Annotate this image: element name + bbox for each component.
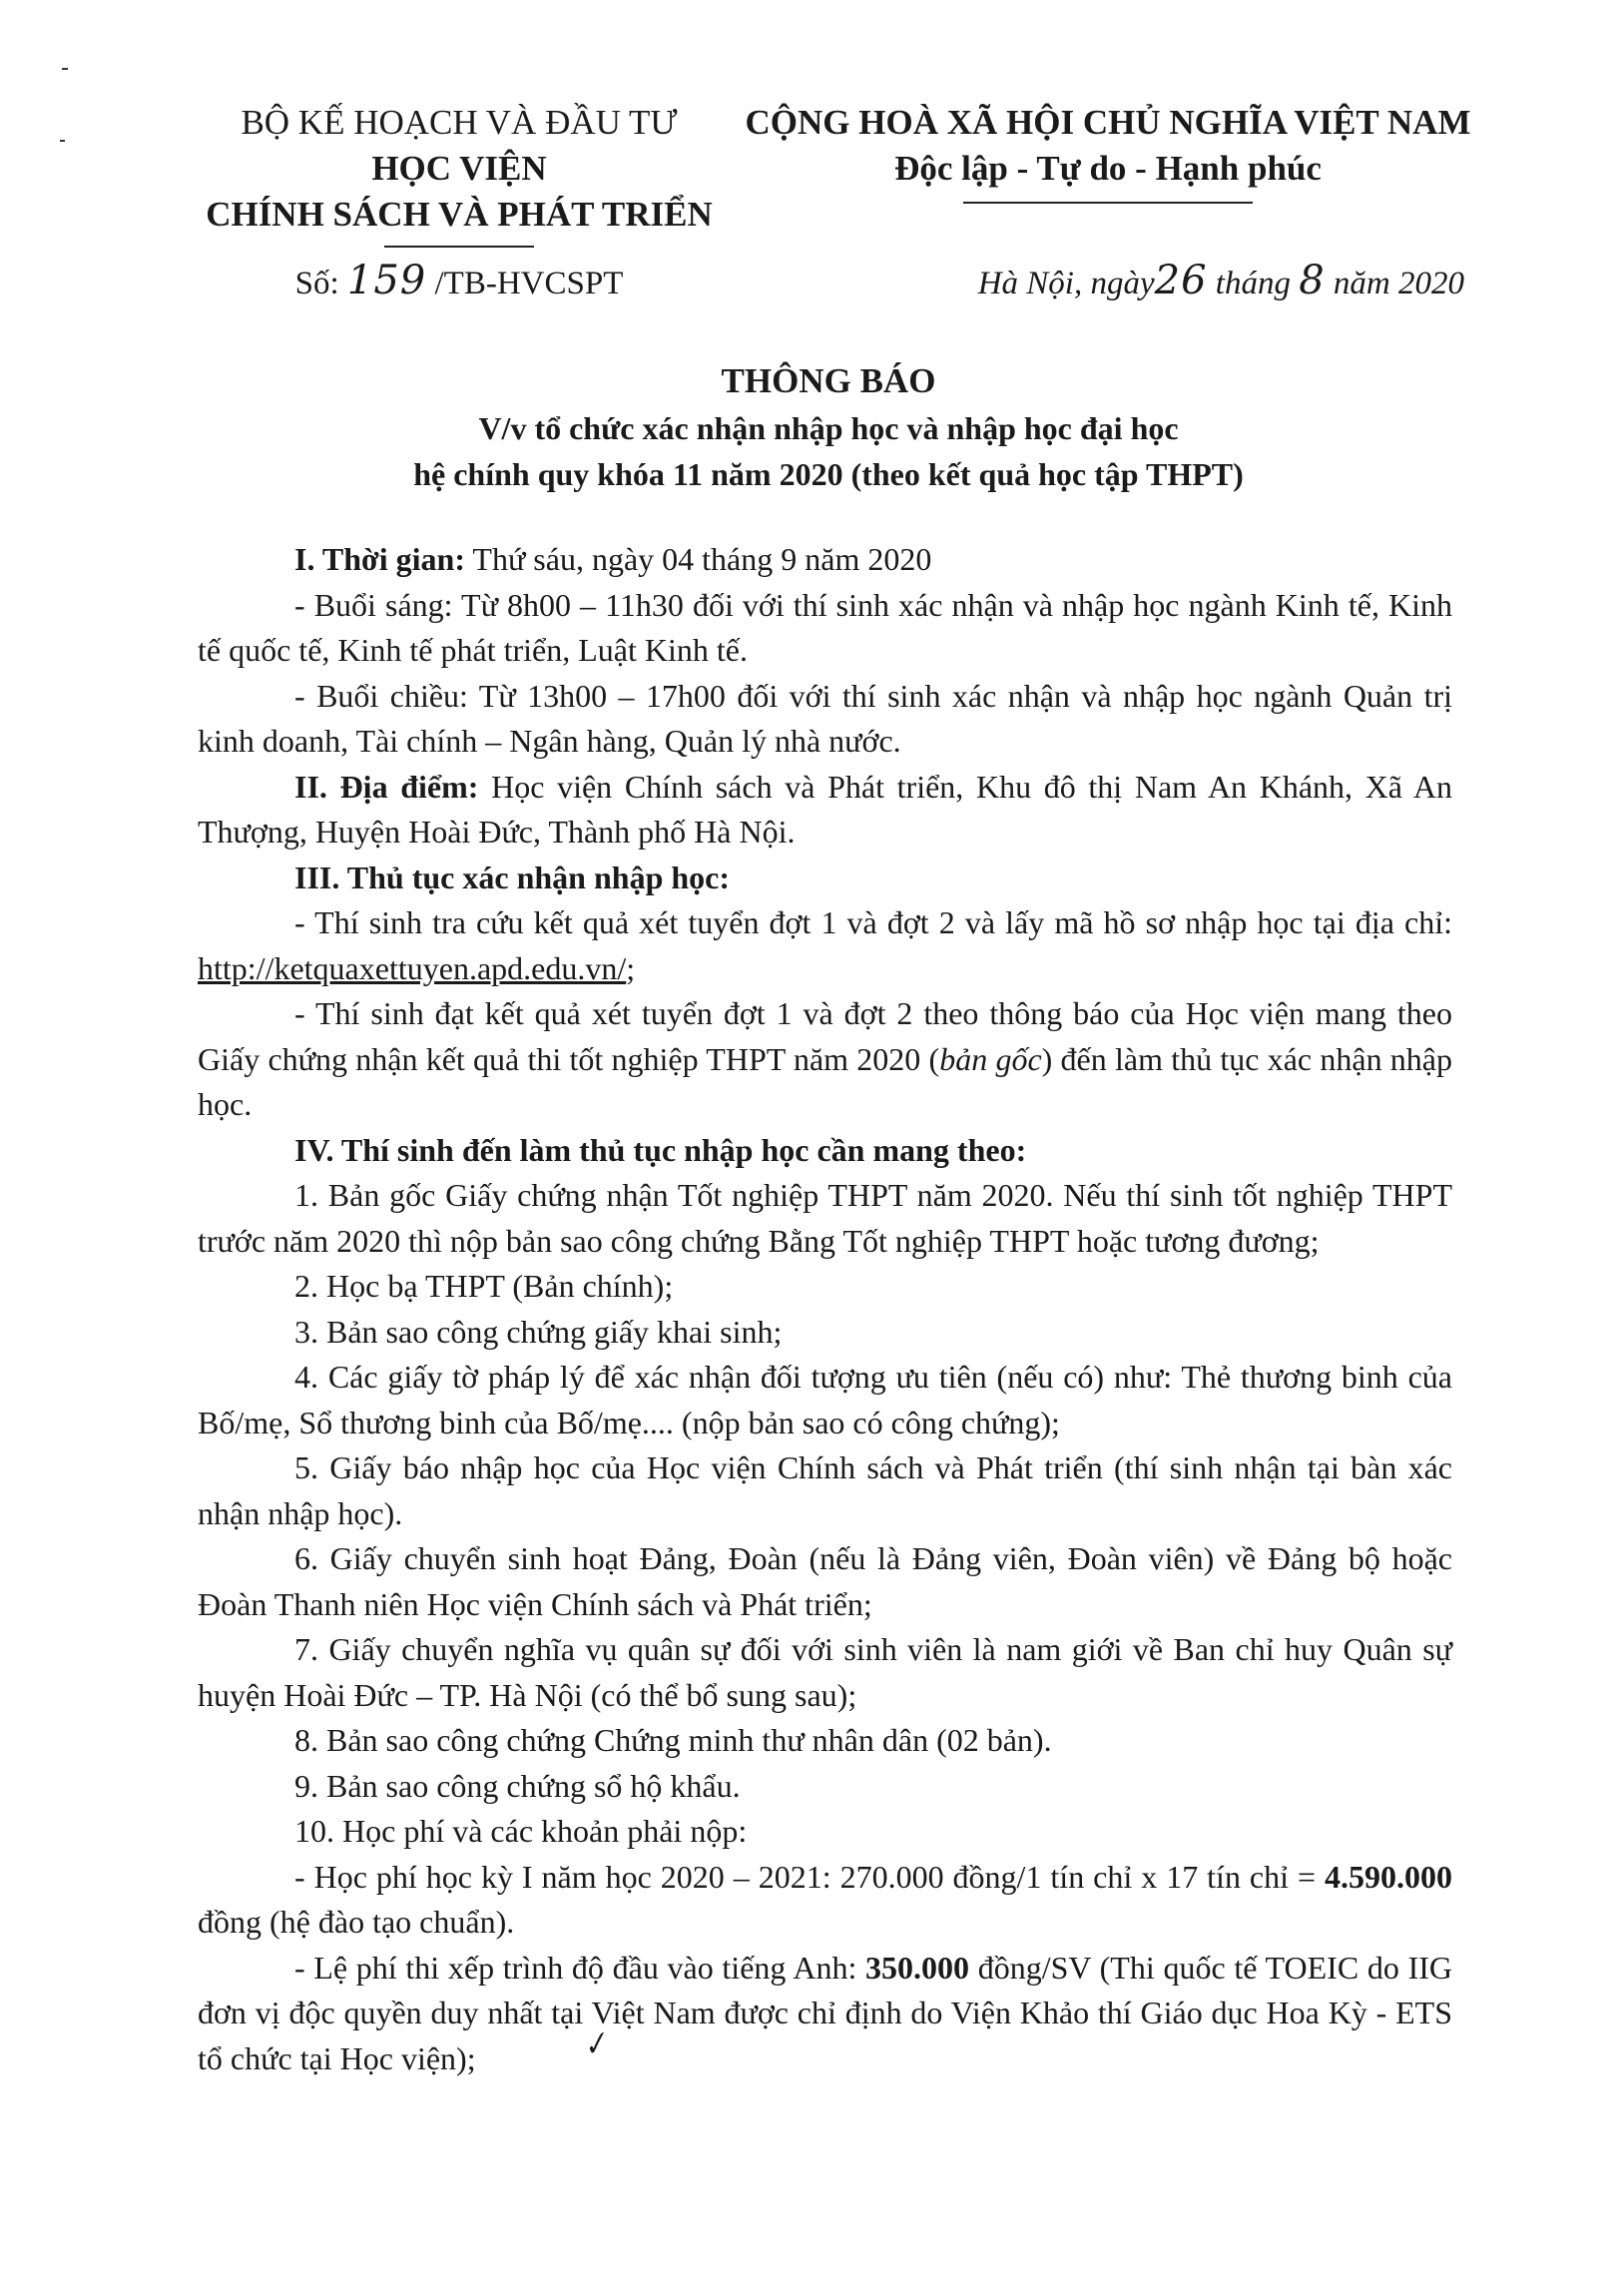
document-subtitle-2: hệ chính quy khóa 11 năm 2020 (theo kết quả học tập THPT) [413, 456, 1244, 492]
institute-line1: HỌC VIỆN [371, 149, 547, 188]
scan-mark [62, 68, 68, 70]
emphasis-text: bản gốc [939, 1040, 1042, 1077]
paragraph-text: - Thí sinh đạt kết quả xét tuyển đợt 1 và đợt 2 theo thông báo của Học viện mang theo Giấy chứng nhận kết quả thi tốt nghiệp THPT năm 2020 ( [198, 995, 1452, 1077]
section-label: I. Thời gian: [294, 541, 465, 577]
list-item: 5. Giấy báo nhập học của Học viện Chính sách và Phát triển (thí sinh nhận tại bàn xác nhận nhập học). [198, 1449, 1452, 1531]
number-suffix: /TB-HVCSPT [426, 266, 624, 301]
issuer-underline [384, 246, 534, 248]
title-block [190, 357, 1467, 497]
section-text: Học viện Chính sách và Phát triển, Khu đô thị Nam An Khánh, Xã An Thượng, Huyện Hoài Đức, Thành phố Hà Nội. [198, 768, 1453, 850]
fee-text: đồng/SV (Thi quốc tế TOEIC do IIG đơn vị độc quyền duy nhất tại Việt Nam được chỉ định do Viện Khảo thí Giáo dục Hoa Kỳ - ETS tổ chức tại Học viện); [198, 1949, 1453, 2076]
number-prefix: Số: [294, 266, 347, 301]
paragraph-text: ) đến làm thủ tục xác nhận nhập học. [198, 1040, 1453, 1122]
fee-text: - Học phí học kỳ I năm học 2020 – 2021: 270.000 đồng/1 tín chỉ x 17 tín chỉ = [294, 1858, 1325, 1895]
paragraph [198, 900, 1452, 991]
list-item: 3. Bản sao công chứng giấy khai sinh; [294, 1313, 783, 1350]
place-date [734, 258, 1464, 303]
paragraph: - Buổi sáng: Từ 8h00 – 11h30 đối với thí sinh xác nhận và nhập học ngành Kinh tế, Kinh tế quốc tế, Kinh tế phát triển, Luật Kinh tế. [198, 586, 1452, 668]
list-item: 10. Học phí và các khoản phải nộp: [294, 1813, 748, 1849]
section-text: Thứ sáu, ngày 04 tháng 9 năm 2020 [464, 541, 932, 577]
document-body [198, 537, 1452, 2082]
results-link[interactable]: http://ketquaxettuyen.apd.edu.vn/ [198, 949, 627, 986]
paragraph-text: - Thí sinh tra cứu kết quả xét tuyển đợt 1 và đợt 2 và lấy mã hồ sơ nhập học tại địa chỉ: [294, 904, 1452, 940]
institute-line2: CHÍNH SÁCH VÀ PHÁT TRIỂN [206, 195, 713, 234]
issuer-block [190, 100, 729, 248]
document-title: THÔNG BÁO [721, 361, 936, 400]
month-handwritten: 8 [1299, 258, 1326, 303]
fee-text: đồng (hệ đào tạo chuẩn). [198, 1904, 515, 1940]
list-item: 8. Bản sao công chứng Chứng minh thư nhân dân (02 bản). [294, 1722, 1052, 1758]
scan-mark [60, 140, 65, 142]
national-motto: Độc lập - Tự do - Hạnh phúc [894, 149, 1322, 188]
section-label: II. Địa điểm: [294, 768, 479, 805]
document-subtitle-1: V/v tổ chức xác nhận nhập học và nhập học đại học [478, 410, 1179, 446]
country-name: CỘNG HOÀ XÃ HỘI CHỦ NGHĨA VIỆT NAM [745, 103, 1471, 142]
fee-text: - Lệ phí thi xếp trình độ đầu vào tiếng Anh: [294, 1949, 866, 1986]
section-time [198, 537, 1452, 583]
ministry-name: BỘ KẾ HOẠCH VÀ ĐẦU TƯ [241, 103, 678, 142]
national-header [734, 100, 1482, 204]
motto-underline [963, 202, 1253, 204]
list-item: 4. Các giấy tờ pháp lý để xác nhận đối tượng ưu tiên (nếu có) như: Thẻ thương binh của Bố/mẹ, Sổ thương binh của Bố/mẹ.... (nộp bản sao có công chứng); [198, 1359, 1452, 1440]
fee-amount: 4.590.000 [1325, 1858, 1452, 1895]
list-item: 2. Học bạ THPT (Bản chính); [294, 1268, 674, 1304]
fee-amount: 350.000 [865, 1949, 970, 1986]
list-item: 7. Giấy chuyển nghĩa vụ quân sự đối với sinh viên là nam giới về Ban chỉ huy Quân sự huyện Hoài Đức – TP. Hà Nội (có thể bổ sung sau); [198, 1631, 1452, 1713]
list-item: 1. Bản gốc Giấy chứng nhận Tốt nghiệp THPT năm 2020. Nếu thí sinh tốt nghiệp THPT trước năm 2020 thì nộp bản sao công chứng Bằng Tốt nghiệp THPT hoặc tương đương; [198, 1177, 1452, 1259]
list-item: 9. Bản sao công chứng sổ hộ khẩu. [294, 1767, 741, 1804]
month-label: tháng [1207, 266, 1300, 301]
initials-mark: ✓ [577, 2024, 612, 2064]
year-text: năm 2020 [1325, 266, 1464, 301]
fee-item [198, 1855, 1452, 1946]
section-location [198, 765, 1452, 856]
fee-item [198, 1946, 1452, 2083]
document-number [190, 258, 729, 303]
section-documents-label: IV. Thí sinh đến làm thủ tục nhập học cần mang theo: [294, 1131, 1027, 1168]
place-prefix: Hà Nội, ngày [977, 266, 1155, 301]
day-handwritten: 26 [1154, 258, 1208, 303]
paragraph-text: ; [626, 949, 636, 986]
paragraph: - Buổi chiều: Từ 13h00 – 17h00 đối với thí sinh xác nhận và nhập học ngành Quản trị kinh doanh, Tài chính – Ngân hàng, Quản lý nhà nước. [198, 677, 1452, 759]
paragraph [198, 991, 1452, 1128]
section-procedure-label: III. Thủ tục xác nhận nhập học: [294, 859, 731, 895]
number-handwritten: 159 [346, 258, 427, 303]
list-item: 6. Giấy chuyển sinh hoạt Đảng, Đoàn (nếu là Đảng viên, Đoàn viên) về Đảng bộ hoặc Đoàn Thanh niên Học viện Chính sách và Phát triển; [198, 1540, 1452, 1622]
